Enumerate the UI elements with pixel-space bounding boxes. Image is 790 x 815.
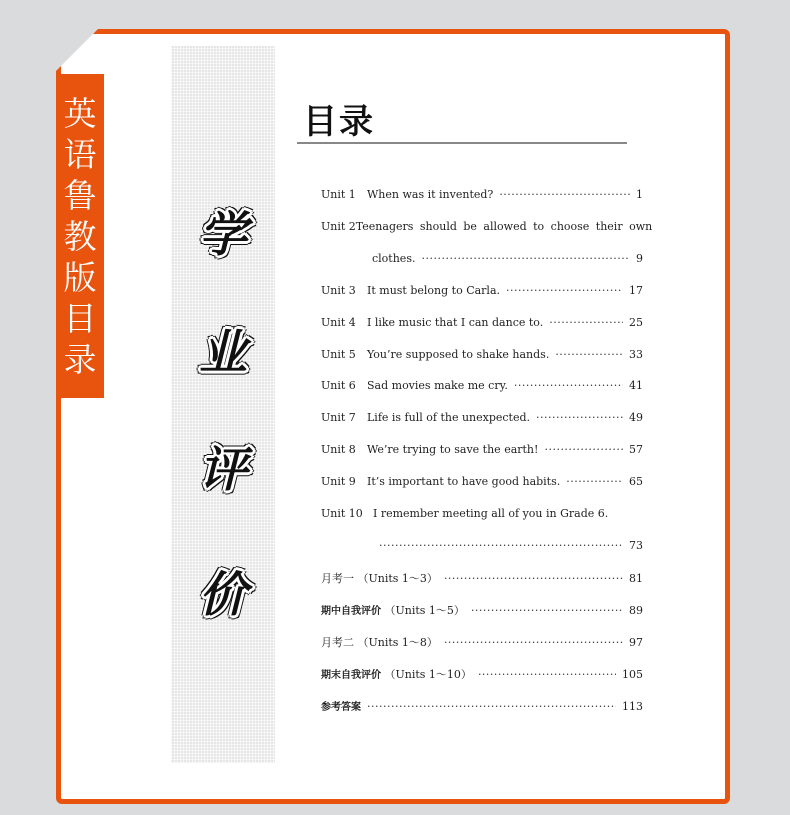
side-tab-char: 鲁	[63, 175, 97, 215]
strip-char: 学	[198, 207, 247, 263]
toc-page: 41	[629, 379, 643, 392]
toc-unit: Unit 9	[321, 475, 356, 488]
toc-entry[interactable]	[321, 570, 643, 590]
toc-page: 105	[622, 668, 643, 681]
toc-unit: Unit 4	[321, 316, 356, 329]
toc-title: Life is full of the unexpected.	[367, 411, 531, 424]
toc-unit: Unit 1	[321, 188, 356, 201]
toc-unit: Unit 5	[321, 348, 356, 361]
toc-page: 9	[636, 252, 643, 265]
toc-title: You’re supposed to shake hands.	[367, 348, 550, 361]
toc-page: 97	[629, 636, 643, 649]
side-tab	[56, 74, 104, 398]
toc-entry[interactable]	[321, 443, 643, 463]
toc-title: Sad movies make me cry.	[367, 379, 508, 392]
toc-page: 89	[629, 604, 643, 617]
toc-entry-continued[interactable]	[372, 252, 643, 272]
test-label: 月考一	[321, 572, 354, 585]
toc-entry[interactable]	[321, 284, 643, 304]
toc-page: 25	[629, 316, 643, 329]
test-range: （Units 1～8）	[357, 636, 438, 649]
side-tab-char: 目	[63, 298, 97, 338]
leader-dots	[514, 379, 623, 392]
toc-unit: Unit 7	[321, 411, 356, 424]
toc-entry[interactable]	[321, 666, 643, 686]
toc-entry[interactable]	[321, 411, 643, 431]
toc-page: 73	[629, 539, 643, 552]
toc-title: When was it invented?	[367, 188, 494, 201]
test-label: 月考二	[321, 636, 354, 649]
toc-title: I like music that I can dance to.	[367, 316, 544, 329]
toc-page: 81	[629, 572, 643, 585]
leader-dots	[499, 188, 630, 201]
toc-title: I remember meeting all of you in Grade 6.	[373, 507, 609, 520]
toc-unit: Unit 6	[321, 379, 356, 392]
leader-dots	[379, 539, 623, 552]
toc-entry[interactable]	[321, 698, 643, 718]
toc-entry[interactable]	[321, 475, 643, 495]
side-tab-char: 教	[63, 216, 97, 256]
leader-dots	[444, 636, 623, 649]
toc-unit: Unit 3	[321, 284, 356, 297]
title-divider	[297, 142, 627, 144]
toc-entry-continued[interactable]	[379, 539, 643, 559]
leader-dots	[549, 316, 623, 329]
toc-entry[interactable]	[321, 634, 643, 654]
toc-title: It’s important to have good habits.	[367, 475, 561, 488]
toc-unit: Unit 10	[321, 507, 363, 520]
test-label: 期末自我评价	[321, 670, 381, 681]
toc-entry[interactable]	[321, 348, 643, 368]
leader-dots	[421, 252, 630, 265]
toc-entry[interactable]	[321, 220, 653, 240]
page-title: 目录	[303, 102, 375, 142]
test-range: （Units 1～10）	[384, 668, 472, 681]
toc-page: 33	[629, 348, 643, 361]
leader-dots	[536, 411, 623, 424]
toc-title: It must belong to Carla.	[367, 284, 500, 297]
toc-page: 65	[629, 475, 643, 488]
toc-page: 17	[629, 284, 643, 297]
leader-dots	[367, 700, 616, 713]
leader-dots	[566, 475, 623, 488]
toc-page: 49	[629, 411, 643, 424]
leader-dots	[478, 668, 616, 681]
toc-title-cont: clothes.	[372, 252, 416, 265]
strip-char: 价	[198, 567, 247, 623]
toc-title: Teenagers should be allowed to choose their own	[355, 220, 653, 233]
strip-char: 评	[198, 442, 247, 498]
toc-entry[interactable]	[321, 188, 643, 208]
leader-dots	[555, 348, 623, 361]
leader-dots	[506, 284, 623, 297]
toc-unit: Unit 8	[321, 443, 356, 456]
toc-page: 1	[636, 188, 643, 201]
leader-dots	[444, 572, 623, 585]
toc-page: 113	[622, 700, 643, 713]
test-label: 参考答案	[321, 702, 361, 713]
toc-title: We’re trying to save the earth!	[367, 443, 539, 456]
leader-dots	[471, 604, 623, 617]
strip-char: 业	[198, 325, 247, 381]
test-range: （Units 1～5）	[384, 604, 465, 617]
side-tab-char: 英	[63, 93, 97, 133]
toc-entry[interactable]	[321, 379, 643, 399]
toc-entry[interactable]	[321, 316, 643, 336]
toc-entry[interactable]	[321, 602, 643, 622]
toc-unit: Unit 2	[321, 220, 356, 233]
leader-dots	[544, 443, 623, 456]
side-tab-char: 版	[63, 257, 97, 297]
decorative-strip	[171, 46, 275, 763]
side-tab-char: 录	[63, 339, 97, 379]
side-tab-char: 语	[63, 134, 97, 174]
toc-entry[interactable]	[321, 507, 643, 527]
test-range: （Units 1～3）	[357, 572, 438, 585]
test-label: 期中自我评价	[321, 606, 381, 617]
toc-page: 57	[629, 443, 643, 456]
